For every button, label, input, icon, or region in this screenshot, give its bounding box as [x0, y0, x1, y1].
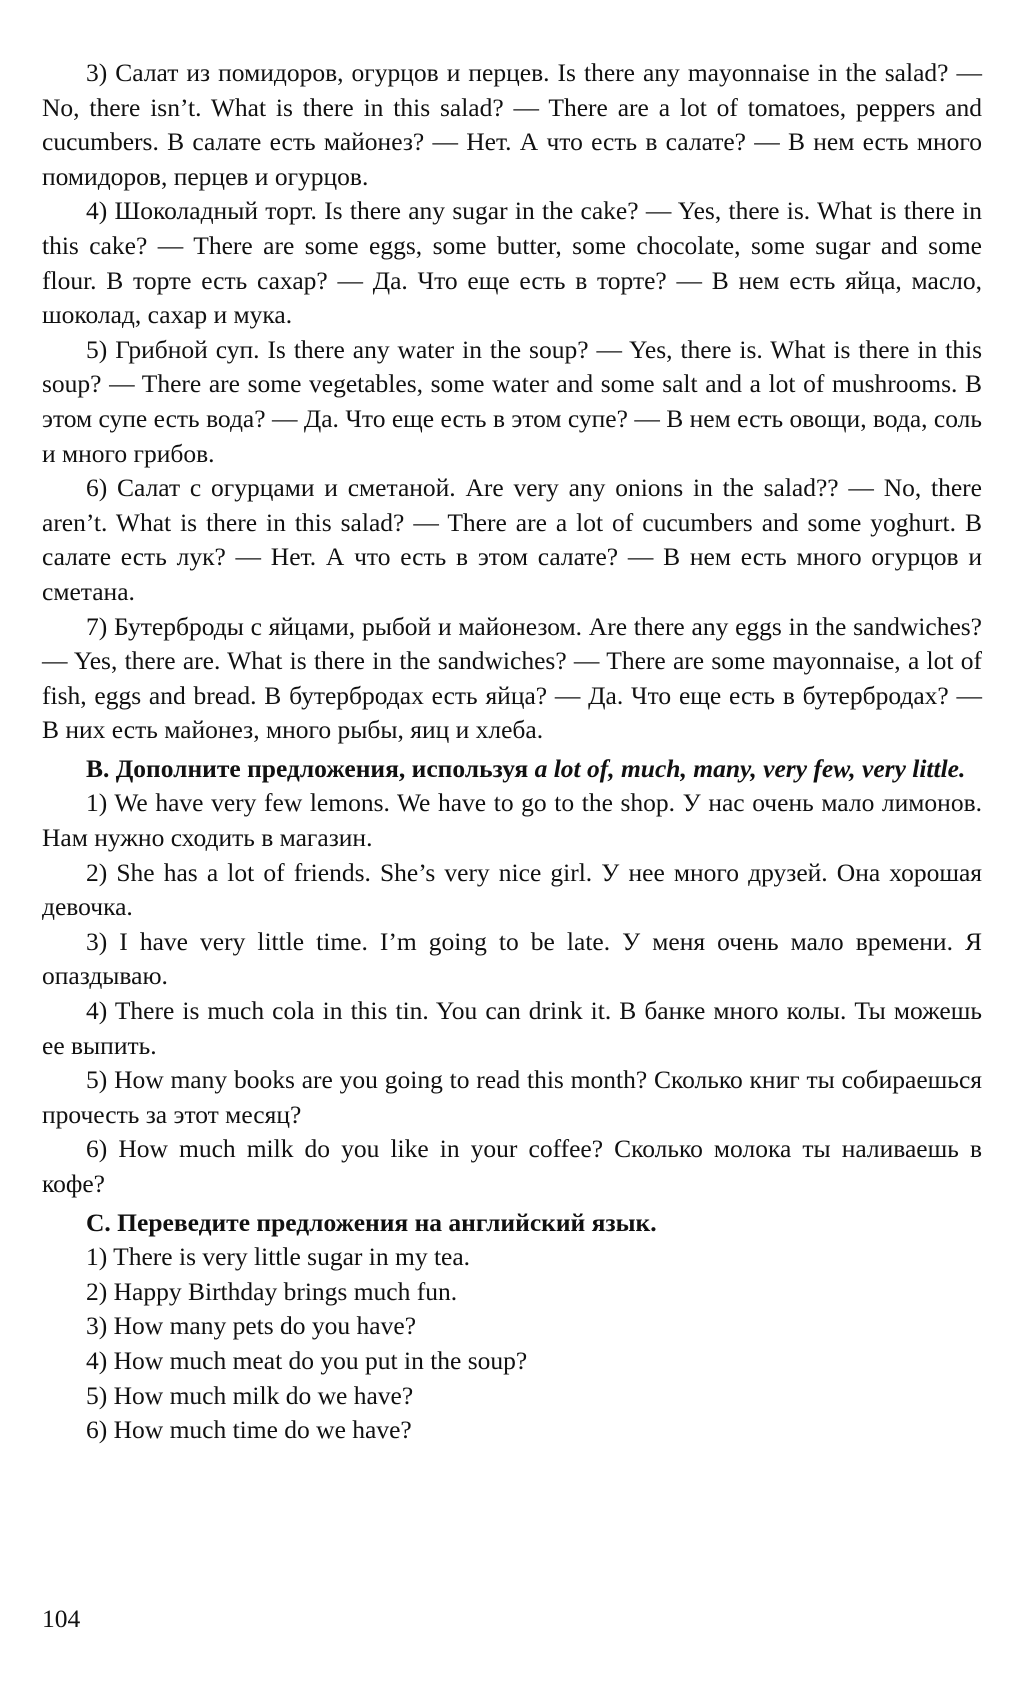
section-a	[42, 56, 982, 748]
exercise-b-item-2: 2) She has a lot of friends. She’s very nice girl. У нее много друзей. Она хорошая девочка.	[42, 857, 982, 922]
section-b-heading-prefix: B. Дополните предложения, используя	[86, 753, 535, 783]
exercise-c-item-1: 1) There is very little sugar in my tea.	[86, 1242, 471, 1272]
exercise-c-item-2: 2) Happy Birthday brings much fun.	[86, 1276, 458, 1306]
section-c-heading: C. Переведите предложения на английский язык.	[86, 1207, 657, 1237]
exercise-c-item-5: 5) How much milk do we have?	[86, 1380, 414, 1410]
section-c	[42, 1206, 982, 1448]
exercise-a-item-5: 5) Грибной суп. Is there any water in the soup? — Yes, there is. What is there in this soup? — There are some vegetables, some water and some salt and a lot of mushrooms. В этом супе есть вода? — Да. Что еще есть в этом супе? — В нем есть овощи, вода, соль и много грибов.	[42, 334, 982, 468]
section-b	[42, 752, 982, 1202]
exercise-b-item-3: 3) I have very little time. I’m going to be late. У меня очень мало времени. Я опаздываю.	[42, 926, 982, 991]
exercise-a-item-6: 6) Салат с огурцами и сметаной. Are very any onions in the salad?? — No, there aren’t. What is there in this salad? — There are a lot of cucumbers and some yoghurt. В салате есть лук? — Нет. А что есть в этом салате? — В нем есть много огурцов и сметана.	[42, 473, 982, 606]
exercise-a-item-4: 4) Шоколадный торт. Is there any sugar in the cake? — Yes, there is. What is there in this cake? — There are some eggs, some butter, some chocolate, some sugar and some flour. В торте есть сахар? — Да. Что еще есть в торте? — В нем есть яйца, масло, шоколад, сахар и мука.	[42, 196, 982, 330]
page-body	[42, 56, 982, 1448]
exercise-c-item-4: 4) How much meat do you put in the soup?	[86, 1345, 528, 1375]
exercise-b-item-1: 1) We have very few lemons. We have to go to the shop. У нас очень мало лимонов. Нам нужно сходить в магазин.	[42, 788, 982, 853]
exercise-b-item-6: 6) How much milk do you like in your coffee? Сколько молока ты наливаешь в кофе?	[42, 1134, 982, 1198]
exercise-a-item-7: 7) Бутерброды с яйцами, рыбой и майонезом. Are there any eggs in the sandwiches? — Yes, there are. What is there in the sandwiches? — There are some mayonnaise, a lot of fish, eggs and bread. В бутербродах есть яйца? — Да. Что еще есть в бутербродах? — В них есть майонез, много рыбы, яиц и хлеба.	[42, 611, 982, 745]
section-b-heading-words: a lot of, much, many, very few, very little.	[534, 753, 966, 783]
exercise-b-item-4: 4) There is much cola in this tin. You can drink it. В банке много колы. Ты можешь ее выпить.	[42, 996, 982, 1060]
exercise-a-item-3: 3) Салат из помидоров, огурцов и перцев. Is there any mayonnaise in the salad? — No, there isn’t. What is there in this salad? — There are a lot of tomatoes, peppers and cucumbers. В салате есть майонез? — Нет. А что есть в салате? — В нем есть много помидоров, перцев и огурцов.	[42, 58, 982, 191]
exercise-b-item-5: 5) How many books are you going to read this month? Сколько книг ты собираешься прочесть за этот месяц?	[42, 1065, 982, 1129]
exercise-c-item-3: 3) How many pets do you have?	[86, 1311, 417, 1341]
page-number: 104	[42, 1604, 81, 1633]
exercise-c-item-6: 6) How much time do we have?	[86, 1415, 412, 1445]
section-b-heading	[42, 752, 982, 787]
